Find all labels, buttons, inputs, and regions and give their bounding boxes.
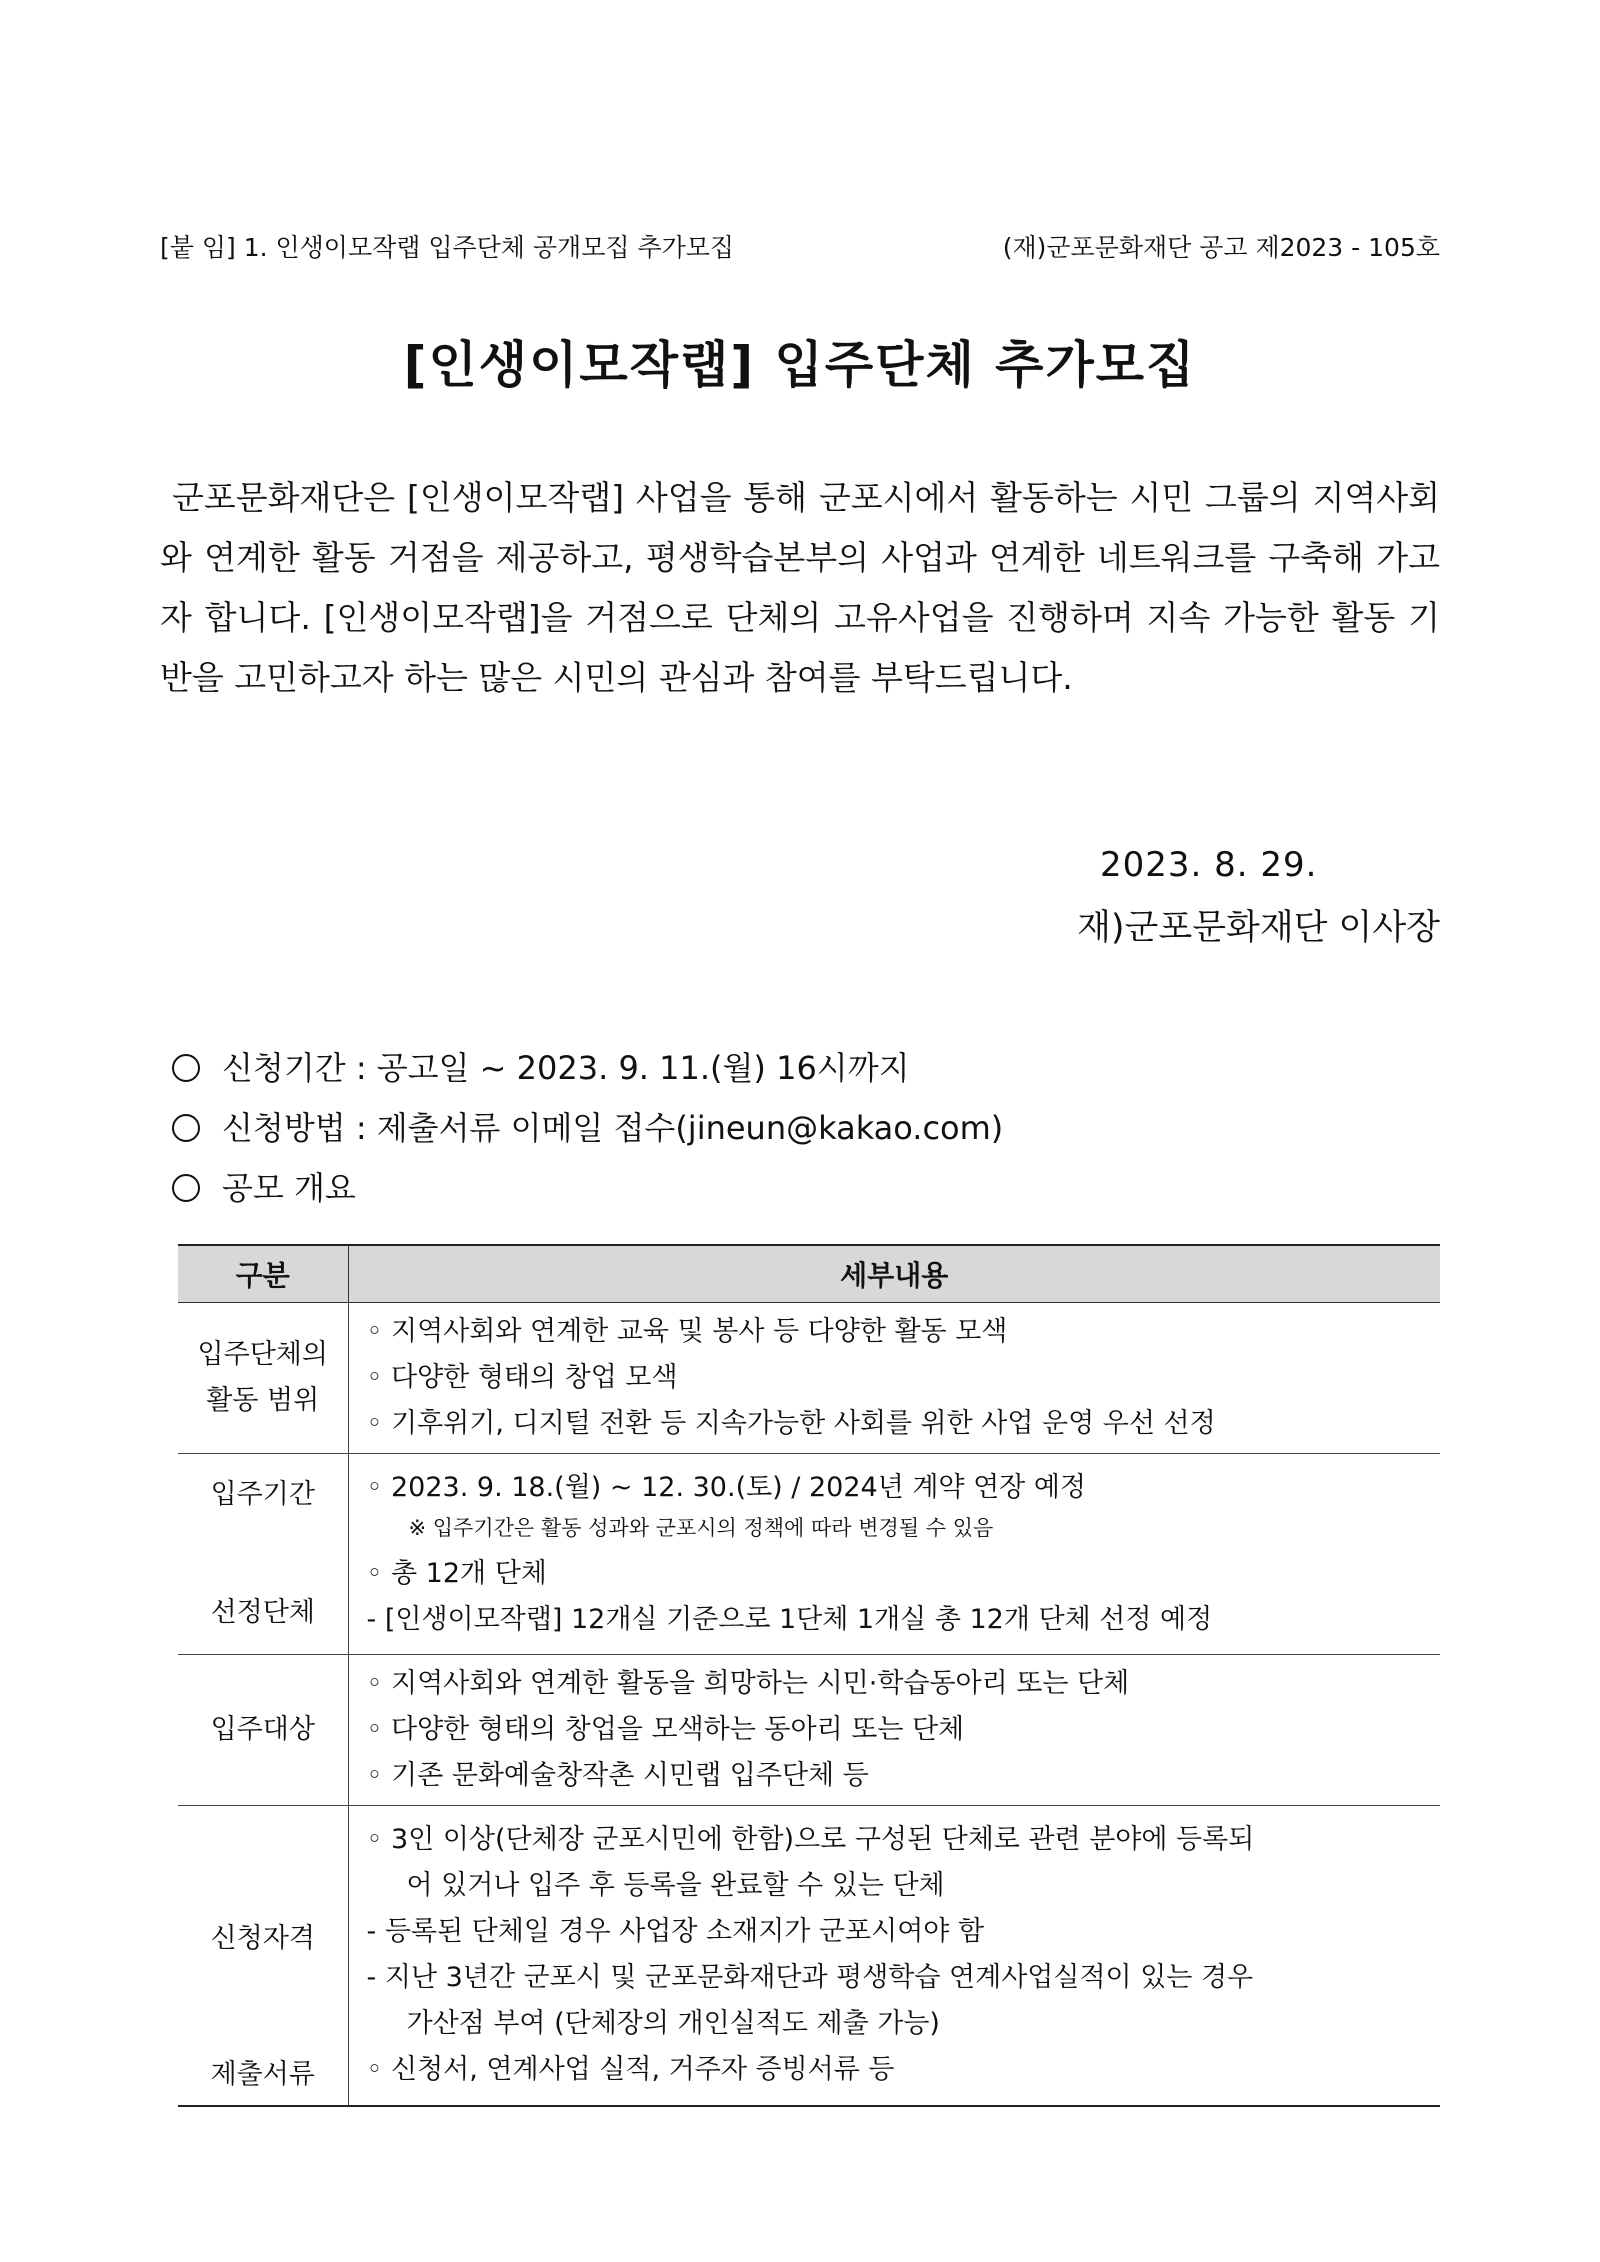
row-label	[178, 1806, 348, 2106]
row-details	[348, 1303, 1440, 1454]
table-header-row	[178, 1245, 1440, 1303]
header-category: 구분	[178, 1245, 348, 1303]
page-title: [인생이모작랩] 입주단체 추가모집	[403, 336, 1197, 394]
row-label-line: 선정단체	[210, 1597, 315, 1628]
detail-line: ◦ 다양한 형태의 창업을 모색하는 동아리 또는 단체	[366, 1714, 965, 1745]
circle-bullet-icon	[172, 1054, 200, 1082]
bullet-text: 신청방법 : 제출서류 이메일 접수(jineun@kakao.com)	[222, 1109, 1004, 1147]
circle-bullet-icon	[172, 1174, 200, 1202]
bullet-application-period	[172, 1038, 1432, 1098]
bullet-list	[172, 1038, 1432, 1218]
detail-line: ◦ 2023. 9. 18.(월) ~ 12. 30.(토) / 2024년 계약 연장 예정	[366, 1472, 1087, 1503]
row-label-line: 신청자격	[210, 1923, 315, 1954]
detail-line: 가산점 부여 (단체장의 개인실적도 제출 가능)	[406, 2008, 940, 2040]
detail-line: ◦ 지역사회와 연계한 교육 및 봉사 등 다양한 활동 모색	[366, 1316, 1008, 1347]
row-label: 입주대상	[178, 1655, 348, 1806]
intro-paragraph: 군포문화재단은 [인생이모작랩] 사업을 통해 군포시에서 활동하는 시민 그룹의 지역사회와 연계한 활동 거점을 제공하고, 평생학습본부의 사업과 연계한 네트워크를 구축해 가고자 합니다. [인생이모작랩]을 거점으로 단체의 고유사업을 진행하며 지속 가능한 활동 기반을 고민하고자 하는 많은 시민의 관심과 참여를 부탁드립니다.	[160, 478, 1440, 697]
row-label-line: 입주단체의	[197, 1339, 328, 1370]
detail-line: ◦ 기후위기, 디지털 전환 등 지속가능한 사회를 위한 사업 운영 우선 선정	[366, 1408, 1216, 1439]
circle-bullet-icon	[172, 1114, 200, 1142]
row-details	[348, 1806, 1440, 2106]
detail-line: ◦ 총 12개 단체	[366, 1558, 547, 1589]
row-label	[178, 1303, 348, 1454]
signature: 재)군포문화재단 이사장	[1077, 908, 1440, 948]
notice-date: 2023. 8. 29.	[1100, 845, 1318, 885]
detail-line: - 등록된 단체일 경우 사업장 소재지가 군포시여야 함	[366, 1916, 985, 1948]
detail-line: ◦ 다양한 형태의 창업 모색	[366, 1362, 678, 1393]
row-details	[348, 1454, 1440, 1655]
row-details	[348, 1655, 1440, 1806]
bullet-overview	[172, 1158, 1432, 1218]
header-details: 세부내용	[348, 1245, 1440, 1303]
detail-line: ◦ 신청서, 연계사업 실적, 거주자 증빙서류 등	[366, 2054, 895, 2086]
detail-line: ◦ 기존 문화예술창작촌 시민랩 입주단체 등	[366, 1760, 869, 1791]
document-header	[160, 228, 1440, 268]
annex-label: [붙 임] 1. 인생이모작랩 입주단체 공개모집 추가모집	[160, 233, 735, 262]
table-row-qualification-docs	[178, 1806, 1440, 2106]
overview-table	[178, 1244, 1440, 2107]
table-row-scope	[178, 1303, 1440, 1454]
detail-line: 어 있거나 입주 후 등록을 완료할 수 있는 단체	[406, 1870, 945, 1902]
row-label	[178, 1454, 348, 1655]
bullet-text: 공모 개요	[222, 1169, 356, 1207]
detail-note: ※ 입주기간은 활동 성과와 군포시의 정책에 따라 변경될 수 있음	[408, 1516, 994, 1540]
detail-line: - 지난 3년간 군포시 및 군포문화재단과 평생학습 연계사업실적이 있는 경우	[366, 1962, 1254, 1994]
notice-number: (재)군포문화재단 공고 제2023 - 105호	[1002, 233, 1440, 262]
row-label-line: 활동 범위	[206, 1385, 320, 1416]
detail-line: ◦ 3인 이상(단체장 군포시민에 한함)으로 구성된 단체로 관련 분야에 등록되	[366, 1824, 1255, 1856]
table-row-target	[178, 1655, 1440, 1806]
detail-line: - [인생이모작랩] 12개실 기준으로 1단체 1개실 총 12개 단체 선정 예정	[366, 1604, 1213, 1635]
detail-line: ◦ 지역사회와 연계한 활동을 희망하는 시민·학습동아리 또는 단체	[366, 1668, 1130, 1699]
bullet-application-method	[172, 1098, 1432, 1158]
table-row-period-selection	[178, 1454, 1440, 1655]
bullet-text: 신청기간 : 공고일 ~ 2023. 9. 11.(월) 16시까지	[222, 1049, 910, 1087]
row-label-line: 입주기간	[210, 1479, 315, 1510]
row-label-line: 제출서류	[210, 2059, 315, 2090]
